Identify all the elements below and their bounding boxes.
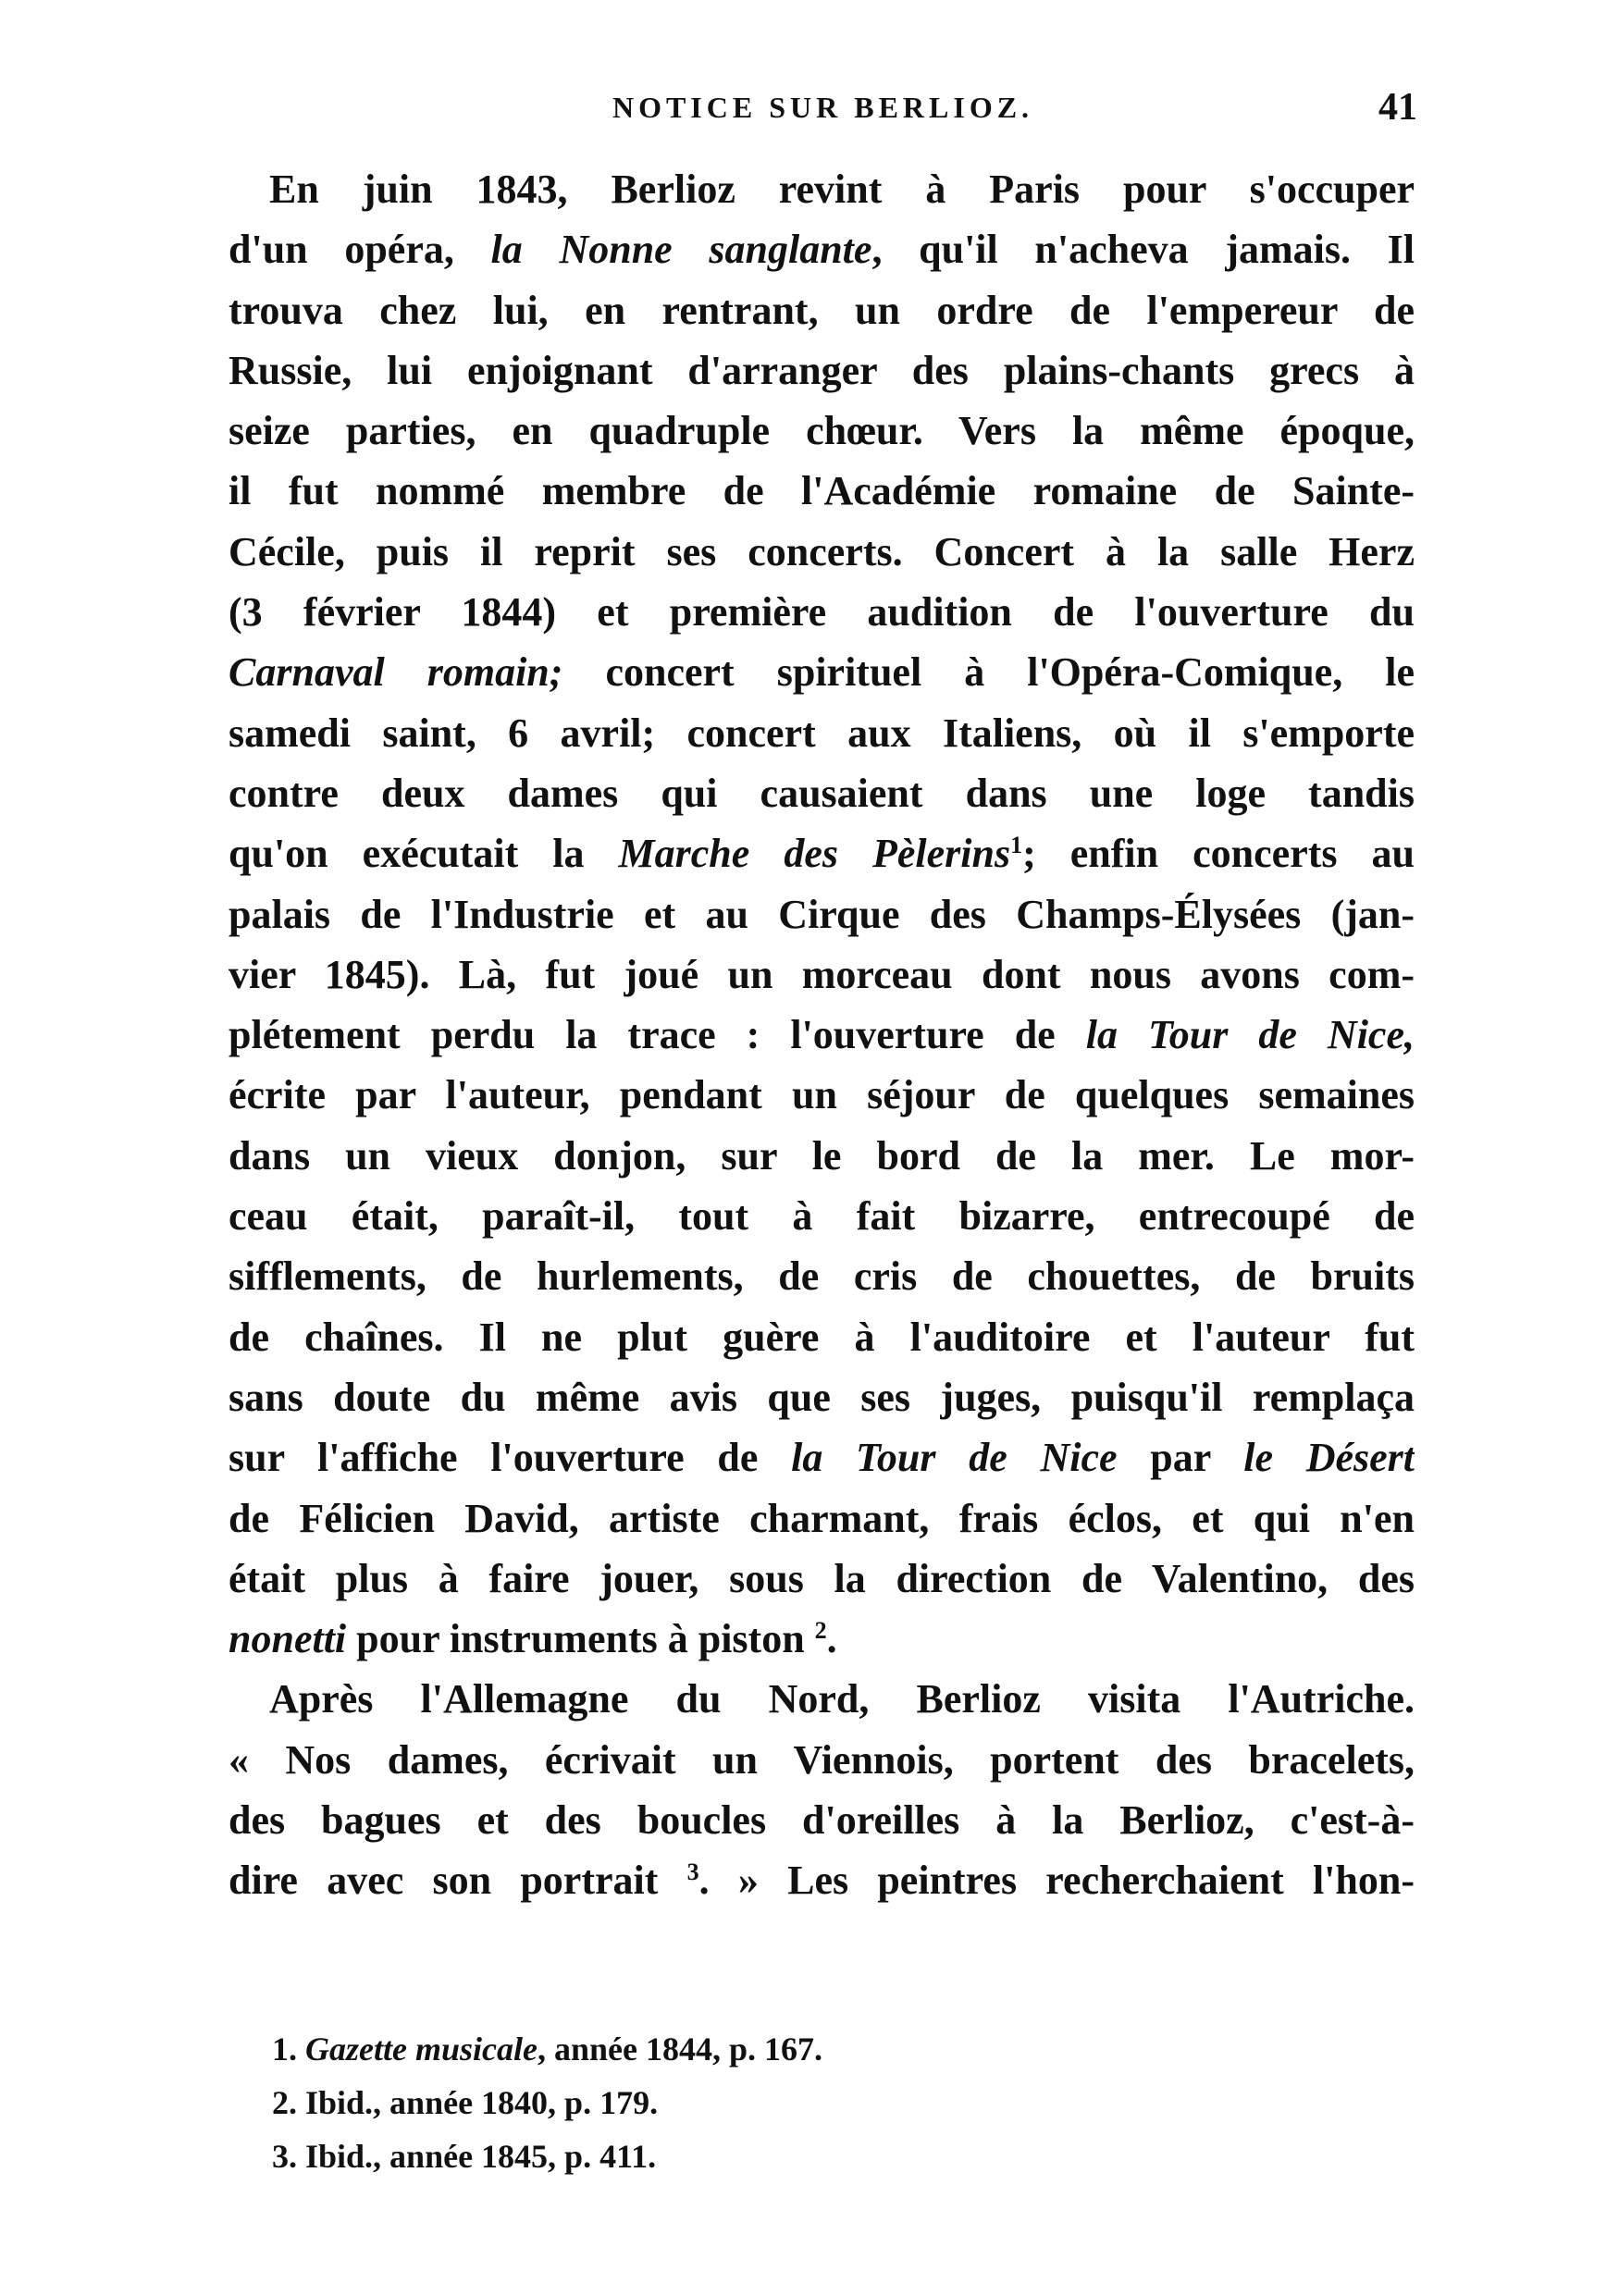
running-title: NOTICE SUR BERLIOZ.: [612, 91, 1034, 124]
text-line: [229, 823, 1415, 883]
text-run: écrite par l'auteur, pendant un séjour de quelques semaines: [229, 1072, 1415, 1118]
text-run: était plus à faire jouer, sous la direction de Valentino, des: [229, 1555, 1415, 1601]
text-line: [229, 340, 1415, 401]
text-line: [229, 1367, 1415, 1427]
text-run: seize parties, en quadruple chœur. Vers la même époque,: [229, 408, 1415, 454]
text-run: ceau était, paraît-il, tout à fait bizarre, entrecoupé de: [229, 1193, 1415, 1240]
italic-text: nonetti: [229, 1616, 347, 1662]
text-run: , année 1844, p. 167.: [537, 2031, 822, 2068]
text-line: [229, 1488, 1415, 1549]
text-run: , qu'il n'acheva jamais. Il: [871, 227, 1415, 273]
text-run: concert spirituel à l'Opéra-Comique, le: [562, 649, 1415, 696]
italic-text: la Nonne sanglante: [490, 227, 872, 273]
footnote: [272, 2076, 822, 2129]
page-number: 41: [1378, 86, 1417, 129]
text-line: [229, 1186, 1415, 1246]
text-run: . » Les peintres recherchaient l'hon-: [698, 1858, 1415, 1904]
text-run: (3 février 1844) et première audition de l'ouverture du: [229, 589, 1415, 636]
text-run: dire avec son portrait: [229, 1858, 687, 1904]
text-line: [229, 1790, 1415, 1850]
footnote-number: 1.: [272, 2031, 305, 2068]
text-line: [229, 280, 1415, 340]
text-run: de chaînes. Il ne plut guère à l'auditoire et l'auteur fut: [229, 1314, 1415, 1360]
text-run: ; enfin concerts au: [1022, 831, 1415, 877]
body-text: [229, 159, 1415, 1911]
text-line: [229, 1609, 1415, 1669]
text-line: [229, 1005, 1415, 1065]
text-run: Après l'Allemagne du Nord, Berlioz visita l'Autriche.: [269, 1676, 1415, 1722]
text-line: [229, 1850, 1415, 1910]
text-run: sans doute du même avis que ses juges, puisqu'il remplaça: [229, 1374, 1415, 1420]
text-run: .: [826, 1616, 837, 1662]
italic-text: Gazette musicale: [305, 2031, 538, 2068]
text-line: [229, 461, 1415, 521]
text-line: [229, 642, 1415, 702]
text-run: de Félicien David, artiste charmant, frais éclos, et qui n'en: [229, 1495, 1415, 1541]
footnote-ref: 1: [1010, 832, 1023, 859]
text-line: [229, 522, 1415, 582]
page-header: [229, 85, 1417, 131]
text-run: palais de l'Industrie et au Cirque des Champs-Élysées (jan-: [229, 891, 1415, 937]
text-line: [229, 1246, 1415, 1306]
text-line: [229, 1427, 1415, 1487]
text-run: samedi saint, 6 avril; concert aux Italiens, où il s'emporte: [229, 710, 1415, 756]
text-run: contre deux dames qui causaient dans une loge tandis: [229, 770, 1415, 816]
text-line: [229, 944, 1415, 1005]
text-line: [229, 703, 1415, 763]
text-line: [229, 1307, 1415, 1367]
text-run: vier 1845). Là, fut joué un morceau dont nous avons com-: [229, 951, 1415, 997]
footnote-ref: 3: [686, 1858, 699, 1886]
text-run: sifflements, de hurlements, de cris de chouettes, de bruits: [229, 1253, 1415, 1300]
text-run: Russie, lui enjoignant d'arranger des plains-chants grecs à: [229, 347, 1415, 393]
text-line: [229, 1126, 1415, 1186]
text-run: sur l'affiche l'ouverture de: [229, 1435, 792, 1481]
text-line: [229, 884, 1415, 944]
text-line: [229, 159, 1415, 219]
text-line: [229, 219, 1415, 279]
footnote-number: 2.: [272, 2084, 305, 2121]
italic-text: Carnaval romain;: [229, 649, 563, 696]
text-run: « Nos dames, écrivait un Viennois, portent des bracelets,: [229, 1736, 1415, 1783]
italic-text: le Désert: [1243, 1435, 1415, 1481]
text-line: [229, 582, 1415, 642]
text-run: qu'on exécutait la: [229, 831, 619, 877]
text-run: par: [1117, 1435, 1244, 1481]
text-run: des bagues et des boucles d'oreilles à la Berlioz, c'est-à-: [229, 1797, 1415, 1844]
footnotes: [272, 2022, 822, 2183]
footnote-ref: 2: [814, 1617, 827, 1645]
italic-text: la Tour de Nice: [791, 1435, 1118, 1481]
text-run: trouva chez lui, en rentrant, un ordre de l'empereur de: [229, 287, 1415, 333]
footnote: [272, 2022, 822, 2076]
text-line: [229, 401, 1415, 461]
footnote-number: 3.: [272, 2138, 305, 2175]
text-run: d'un opéra,: [229, 227, 491, 273]
text-run: Cécile, puis il reprit ses concerts. Concert à la salle Herz: [229, 528, 1415, 574]
text-line: [229, 1730, 1415, 1790]
text-run: Ibid., année 1845, p. 411.: [305, 2138, 657, 2175]
text-run: Ibid., année 1840, p. 179.: [305, 2084, 659, 2121]
text-line: [229, 1669, 1415, 1729]
text-line: [229, 763, 1415, 823]
footnote: [272, 2129, 822, 2183]
text-line: [229, 1549, 1415, 1609]
text-run: plétement perdu la trace : l'ouverture de: [229, 1012, 1086, 1058]
italic-text: la Tour de Nice,: [1085, 1012, 1415, 1058]
text-run: pour instruments à piston: [346, 1616, 815, 1662]
text-line: [229, 1065, 1415, 1125]
text-run: dans un vieux donjon, sur le bord de la mer. Le mor-: [229, 1132, 1415, 1179]
text-run: En juin 1843, Berlioz revint à Paris pour s'occuper: [269, 167, 1415, 212]
italic-text: Marche des Pèlerins: [618, 831, 1011, 877]
text-run: il fut nommé membre de l'Académie romaine de Sainte-: [229, 468, 1415, 514]
